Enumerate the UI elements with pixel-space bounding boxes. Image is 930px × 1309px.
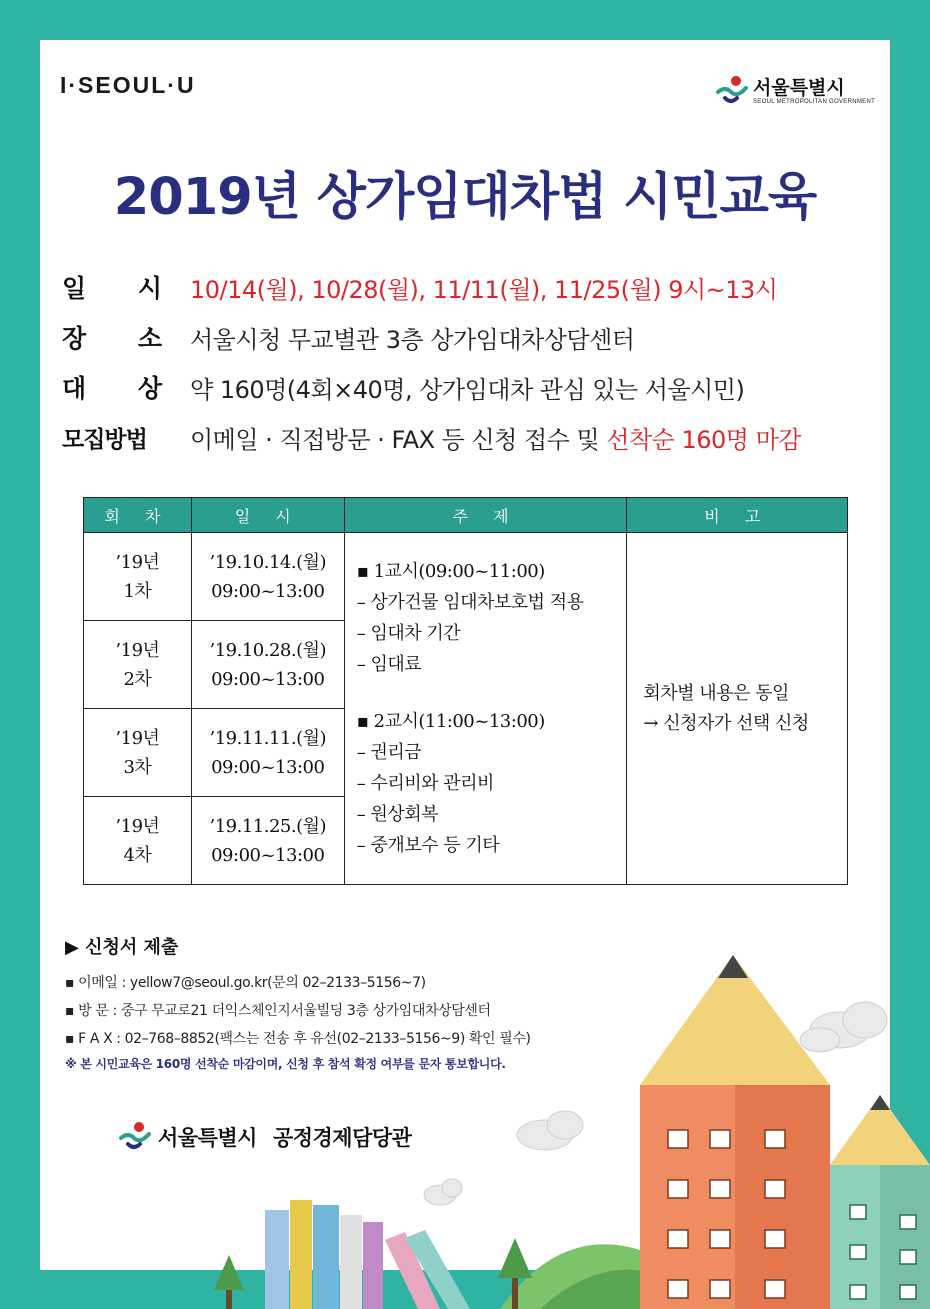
session-time: 09:00~13:00 [211,844,325,866]
table-row [84,533,848,621]
seoul-gov-logo [715,74,875,108]
submission-email: ▪ 이메일 : yellow7@seoul.go.kr(문의 02–2133–5156~7) [65,975,426,991]
round-cell [84,709,192,797]
table-header-row [84,498,848,533]
topic-cell [344,533,627,885]
round-year: ’19년 [115,727,160,749]
info-label-target-b: 상 [137,374,162,403]
note-line-1: 회차별 내용은 동일 [643,682,789,704]
topic-line: – 권리금 [356,742,422,763]
session-date: ’19.11.25.(월) [209,815,327,837]
note-line-2: → 신청자가 선택 신청 [643,712,809,734]
session-date: ’19.10.14.(월) [209,551,327,573]
session-date: ’19.10.28.(월) [209,639,327,661]
round-cell [84,621,192,709]
note-cell [627,533,848,885]
round-year: ’19년 [115,815,160,837]
info-row-target [62,362,801,412]
footer-org-logo [118,1120,411,1154]
round-cell [84,533,192,621]
info-value-target: 약 160명(4회×40명, 상가임대차 관심 있는 서울시민) [190,375,745,404]
submission-info [65,933,531,1072]
poster-title: 2019년 상가임대차법 시민교육 [113,168,817,227]
round-number: 2차 [123,668,152,690]
topic-line: – 임대차 기간 [356,623,461,644]
seoul-symbol-icon [715,74,749,108]
footer-dept-name: 공정경제담당관 [272,1126,412,1150]
header-datetime: 일 시 [191,498,344,533]
info-row-recruit [62,412,801,462]
info-label-place-b: 소 [137,324,162,353]
header-note: 비 고 [627,498,848,533]
schedule-table [83,497,848,885]
session-time: 09:00~13:00 [211,580,325,602]
round-number: 4차 [123,844,152,866]
datetime-cell [191,797,344,885]
topic-line: – 임대료 [356,654,422,675]
round-number: 3차 [123,756,152,778]
seoul-gov-name-en: SEOUL METROPOLITAN GOVERNMENT [753,99,876,105]
session-time: 09:00~13:00 [211,668,325,690]
info-value-date: 10/14(월), 10/28(월), 11/11(월), 11/25(월) 9시~13시 [190,275,778,304]
footer-org-name: 서울특별시 [158,1126,257,1150]
hill-shape [540,1270,660,1309]
topic-line: ▪ 1교시(09:00~11:00) [356,561,545,582]
i-seoul-u-logo: I·SEOUL·U [60,72,196,98]
submission-notice: ※ 본 시민교육은 160명 선착순 마감이며, 신청 후 참석 확정 여부를 문자 통보합니다. [65,1057,506,1071]
topic-line: – 상가건물 임대차보호법 적용 [356,592,584,613]
info-row-place [62,312,801,362]
datetime-cell [191,621,344,709]
round-number: 1차 [123,580,152,602]
info-value-recruit [190,420,801,455]
recruit-highlight: 선착순 160명 마감 [606,425,801,454]
round-year: ’19년 [115,639,160,661]
datetime-cell [191,709,344,797]
session-time: 09:00~13:00 [211,756,325,778]
recruit-method: 이메일 · 직접방문 · FAX 등 신청 접수 및 [190,425,607,454]
info-label-date-b: 시 [137,274,162,303]
session-date: ’19.11.11.(월) [209,727,327,749]
round-cell [84,797,192,885]
event-info [62,262,801,462]
seoul-gov-name: 서울특별시 [753,77,845,99]
info-label-date-a: 일 [62,274,87,303]
submission-fax: ▪ F A X : 02–768–8852(팩스는 전송 후 유선(02–2133–5156~9) 확인 필수) [65,1031,531,1047]
round-year: ’19년 [115,551,160,573]
info-label-target-a: 대 [62,374,87,403]
topic-spacer [357,680,626,706]
topic-line: – 수리비와 관리비 [356,773,494,794]
topic-line: – 중개보수 등 기타 [356,835,500,856]
info-label-place-a: 장 [62,324,87,353]
info-row-date [62,262,801,312]
topic-line: ▪ 2교시(11:00~13:00) [356,711,545,732]
seoul-symbol-icon [118,1120,152,1154]
submission-heading: ▶ 신청서 제출 [65,937,179,958]
submission-visit: ▪ 방 문 : 중구 무교로21 더익스체인지서울빌딩 3층 상가임대차상담센터 [65,1003,491,1019]
info-value-place: 서울시청 무교별관 3층 상가임대차상담센터 [190,325,635,354]
header-round: 회 차 [84,498,192,533]
header-topic: 주 제 [344,498,627,533]
topic-line: – 원상회복 [356,804,438,825]
datetime-cell [191,533,344,621]
info-label-recruit: 모집방법 [62,426,147,453]
